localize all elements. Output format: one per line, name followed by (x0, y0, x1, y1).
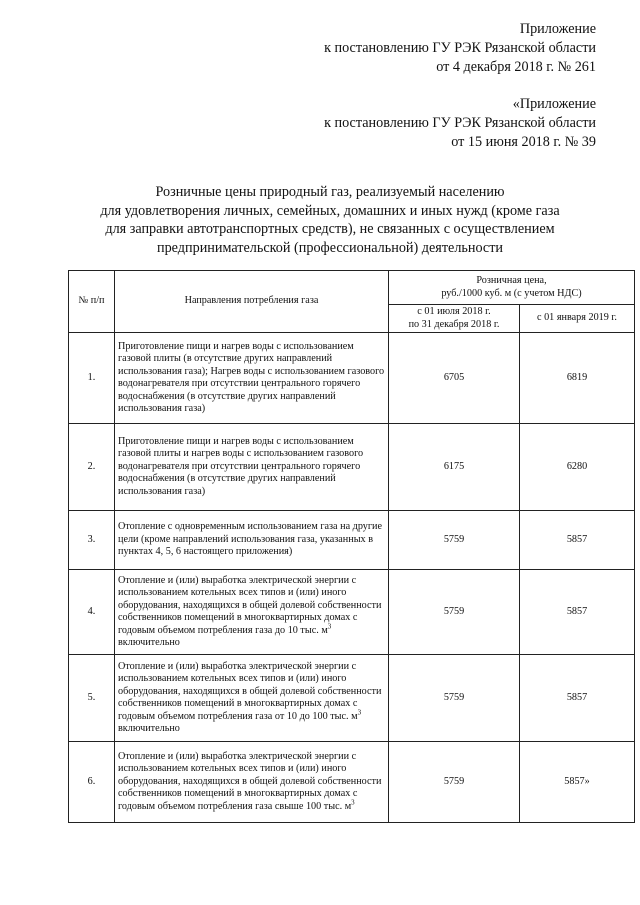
row-price-2018: 6705 (389, 333, 520, 424)
header-price (389, 271, 635, 305)
row-description-tail: включительно (118, 723, 180, 734)
row-number: 2. (69, 424, 115, 511)
table-row (69, 424, 635, 511)
cubic-superscript: 3 (357, 708, 362, 717)
row-price-2018: 5759 (389, 655, 520, 742)
row-price-2018: 5759 (389, 742, 520, 823)
header-appendix (324, 20, 596, 77)
row-number: 6. (69, 742, 115, 823)
header-price-line2: руб./1000 куб. м (с учетом НДС) (441, 287, 582, 299)
row-price-2019: 6280 (520, 424, 635, 511)
table-row (69, 333, 635, 424)
header-appendix-line1: Приложение (519, 21, 596, 37)
header-price-line1: Розничная цена, (476, 275, 547, 286)
row-number: 1. (69, 333, 115, 424)
row-price-2018: 5759 (389, 570, 520, 655)
row-description (115, 570, 389, 655)
row-description-tail: включительно (118, 637, 180, 648)
title-line4: предпринимательской (профессиональной) деятельности (157, 239, 503, 256)
table-row (69, 742, 635, 823)
row-number: 4. (69, 570, 115, 655)
row-description: Приготовление пищи и нагрев воды с использованием газовой плиты и нагрев воды с использованием газового водонагревателя при отсутствии центрального горячего водоснабжения (в отсутствие других направлений использования газа) (115, 424, 389, 511)
price-table (68, 270, 635, 823)
row-price-2018: 6175 (389, 424, 520, 511)
row-description (115, 655, 389, 742)
row-price-2018: 5759 (389, 511, 520, 570)
row-description: Приготовление пищи и нагрев воды с использованием газовой плиты (в отсутствие других направлений использования газа); Нагрев воды с использованием газового водонагревателя при отсутствии центрального горячего водоснабжения (в отсутствие других направлений использования газа) (115, 333, 389, 424)
header-original-line1: «Приложение (512, 96, 596, 112)
row-description-main: Отопление и (или) выработка электрической энергии с использованием котельных всех типов и (или) иного оборудования, находящихся в общей долевой собственности собственников помещений в многоквартирных домах с годовым объемом потребления газа до 10 тыс. м (118, 574, 382, 636)
row-price-2019: 6819 (520, 333, 635, 424)
header-appendix-line3: от 4 декабря 2018 г. № 261 (436, 59, 596, 75)
row-number: 3. (69, 511, 115, 570)
header-period2: с 01 января 2019 г. (520, 305, 635, 333)
header-direction: Направления потребления газа (115, 271, 389, 333)
row-number: 5. (69, 655, 115, 742)
header-period1-line2: по 31 декабря 2018 г. (408, 318, 500, 330)
row-price-2019: 5857» (520, 742, 635, 823)
row-description (115, 742, 389, 823)
title-line2: для удовлетворения личных, семейных, домашних и иных нужд (кроме газа (100, 202, 560, 219)
row-description-main: Отопление и (или) выработка электрической энергии с использованием котельных всех типов и (или) иного оборудования, находящихся в общей долевой собственности собственников помещений в многоквартирных домах с годовым объемом потребления газа свыше 100 тыс. м (118, 750, 382, 812)
row-price-2019: 5857 (520, 655, 635, 742)
document-title (60, 183, 600, 257)
header-original-line3: от 15 июня 2018 г. № 39 (451, 134, 596, 150)
row-price-2019: 5857 (520, 511, 635, 570)
row-description-main: Отопление и (или) выработка электрической энергии с использованием котельных всех типов и (или) иного оборудования, находящихся в общей долевой собственности собственников помещений в многоквартирных домах с годовым объемом потребления газа от 10 до 100 тыс. м (118, 660, 382, 722)
table-row (69, 570, 635, 655)
header-original-appendix (324, 95, 596, 152)
header-period1 (389, 305, 520, 333)
table-row (69, 511, 635, 570)
header-num: № п/п (69, 271, 115, 333)
cubic-superscript: 3 (351, 798, 355, 807)
title-line3: для заправки автотранспортных средств), не связанных с осуществлением (105, 221, 555, 237)
title-line1: Розничные цены природный газ, реализуемый населению (155, 184, 505, 200)
cubic-superscript: 3 (327, 622, 332, 631)
header-appendix-line2: к постановлению ГУ РЭК Рязанской области (324, 40, 596, 56)
row-description: Отопление с одновременным использованием газа на другие цели (кроме направлений использования газа, указанных в пунктах 4, 5, 6 настоящего приложения) (115, 511, 389, 570)
header-period1-line1: с 01 июля 2018 г. (417, 306, 491, 317)
header-original-line2: к постановлению ГУ РЭК Рязанской области (324, 115, 596, 131)
table-row (69, 655, 635, 742)
row-price-2019: 5857 (520, 570, 635, 655)
